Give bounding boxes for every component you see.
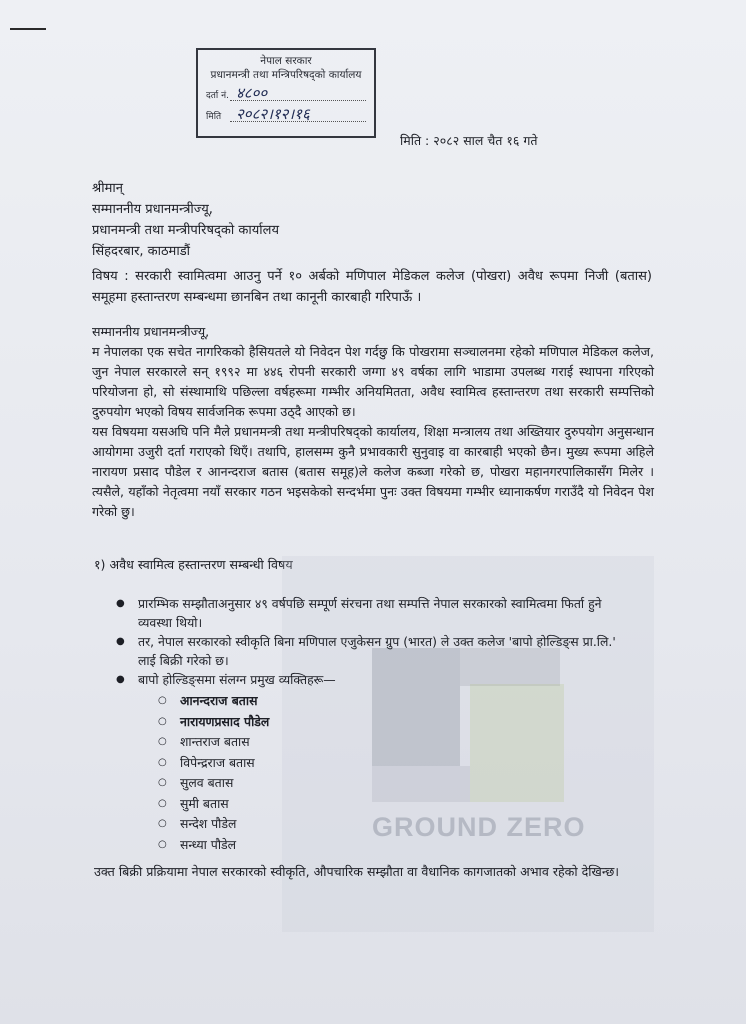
stamp-date-row — [206, 107, 366, 124]
person-item — [158, 794, 636, 815]
list-item — [116, 594, 636, 632]
circle-bullet-icon: ○ — [158, 777, 167, 788]
circle-bullet-icon: ○ — [158, 797, 167, 809]
closing-paragraph: उक्त बिक्री प्रक्रियामा नेपाल सरकारको स्वीकृति, औपचारिक सम्झौता वा वैधानिक कागजातको अभाव रहेको देखिन्छ। — [94, 864, 620, 879]
subject-line: विषय : सरकारी स्वामित्वमा आउनु पर्ने १० अर्बको मणिपाल मेडिकल कलेज (पोखरा) अवैध रूपमा निजी (बतास) समूहमा हस्तान्तरण सम्बन्धमा छानबिन तथा कानूनी कारबाही गरिपाऊँ । — [92, 269, 652, 305]
stamp-reg-label: दर्ता नं. — [206, 91, 229, 101]
stamp-date-value: २०८२।१२।१६ — [230, 107, 366, 122]
person-item — [158, 814, 636, 835]
person-name: आनन्दराज बतास — [180, 693, 258, 708]
paragraph-2: यस विषयमा यसअघि पनि मैले प्रधानमन्त्री तथा मन्त्रीपरिषद्को कार्यालय, शिक्षा मन्त्रालय तथा अख्तियार दुरुपयोग अनुसन्धान आयोगमा उजुरी दर्ता गराएको थिएँ। तथापि, हालसम्म कुनै प्रभावकारी सुनुवाइ वा कारबाही भएको छैन। मुख्य रूपमा अहिले नारायण प्रसाद पौडेल र आनन्दराज बतास (बतास समूह)ले कलेज कब्जा गरेको छ, पोखरा महानगरपालिकासँग मिलेर । त्यसैले, यहाँको नेतृत्वमा नयाँ सरकार गठन भइसकेको सन्दर्भमा पुनः उक्त विषयमा गम्भीर ध्यानाकर्षण गराउँदै यो निवेदन पेश गरेको छु। — [92, 424, 654, 519]
person-item — [158, 691, 636, 712]
top-rule — [10, 28, 46, 30]
address-line: श्रीमान् — [92, 181, 123, 196]
person-item — [158, 712, 636, 733]
stamp-line-2: प्रधानमन्त्री तथा मन्त्रिपरिषद्को कार्यालय — [210, 69, 362, 81]
person-name: सुलव बतास — [180, 775, 234, 790]
circle-bullet-icon: ○ — [158, 736, 167, 747]
person-name: सन्देश पौडेल — [180, 816, 237, 831]
circle-bullet-icon: ○ — [158, 695, 167, 706]
paragraph-1: म नेपालका एक सचेत नागरिकको हैसियतले यो निवेदन पेश गर्दछु कि पोखरामा सञ्चालनमा रहेको मणिपाल मेडिकल कलेज, जुन नेपाल सरकारले सन् १९९२ मा ४४६ रोपनी सरकारी जग्गा ४९ वर्षका लागि भाडामा उपलब्ध गराई स्थापना गरिएको परियोजना हो, सो संस्थामाथि पछिल्ला वर्षहरूमा गम्भीर अनियमितता, अवैध स्वामित्व हस्तान्तरण तथा सरकारी सम्पत्तिको दुरुपयोग भएको विषय सार्वजनिक रूपमा उठ्दै आएको छ। — [92, 344, 654, 419]
persons-list — [158, 691, 636, 855]
bullet-text: बापो होल्डिङ्समा संलग्न प्रमुख व्यक्तिहरू— — [138, 672, 336, 687]
address-block — [92, 178, 279, 262]
bullet-icon: ● — [116, 636, 125, 647]
letter-body — [92, 322, 654, 522]
watermark-text: GROUND ZERO — [372, 812, 586, 842]
bullet-icon: ● — [116, 598, 125, 609]
person-item — [158, 835, 636, 856]
list-item — [116, 632, 636, 670]
person-name: नारायणप्रसाद पौडेल — [180, 713, 270, 729]
bullet-text: तर, नेपाल सरकारको स्वीकृति बिना मणिपाल एजुकेसन ग्रुप (भारत) ले उक्त कलेज 'बापो होल्डिङ्स प्रा.लि.' लाई बिक्री गरेको छ। — [138, 634, 616, 668]
address-line: सम्माननीय प्रधानमन्त्रीज्यू, — [92, 202, 213, 217]
salutation: सम्माननीय प्रधानमन्त्रीज्यू, — [92, 324, 210, 339]
list-item — [116, 670, 636, 689]
address-line: प्रधानमन्त्री तथा मन्त्रीपरिषद्को कार्यालय — [92, 223, 279, 238]
circle-bullet-icon: ○ — [158, 756, 167, 768]
address-line: सिंहदरबार, काठमाडौं — [92, 244, 191, 259]
person-item — [158, 773, 636, 794]
person-item — [158, 753, 636, 774]
registration-stamp — [196, 48, 376, 138]
person-name: विपेन्द्रराज बतास — [180, 754, 255, 770]
letter-date: मिति : २०८२ साल चैत १६ गते — [400, 133, 538, 148]
circle-bullet-icon: ○ — [158, 818, 167, 829]
section-1-title: १) अवैध स्वामित्व हस्तान्तरण सम्बन्धी विषय — [94, 557, 293, 572]
person-name: सन्ध्या पौडेल — [180, 836, 237, 852]
circle-bullet-icon: ○ — [158, 715, 167, 727]
person-name: शान्तराज बतास — [180, 734, 250, 749]
bullet-text: प्रारम्भिक सम्झौताअनुसार ४९ वर्षपछि सम्पूर्ण संरचना तथा सम्पत्ति नेपाल सरकारको स्वामित्वमा फिर्ता हुने व्यवस्था थियो। — [138, 596, 602, 630]
stamp-date-label: मिति — [206, 112, 222, 122]
person-item — [158, 732, 636, 753]
bullet-list — [116, 594, 636, 855]
bullet-icon: ● — [116, 674, 125, 685]
person-name: सुमी बतास — [180, 795, 229, 811]
circle-bullet-icon: ○ — [158, 838, 167, 850]
stamp-reg-value: ४८०० — [230, 86, 366, 101]
stamp-line-1: नेपाल सरकार — [260, 55, 312, 67]
stamp-reg-row — [206, 86, 366, 103]
